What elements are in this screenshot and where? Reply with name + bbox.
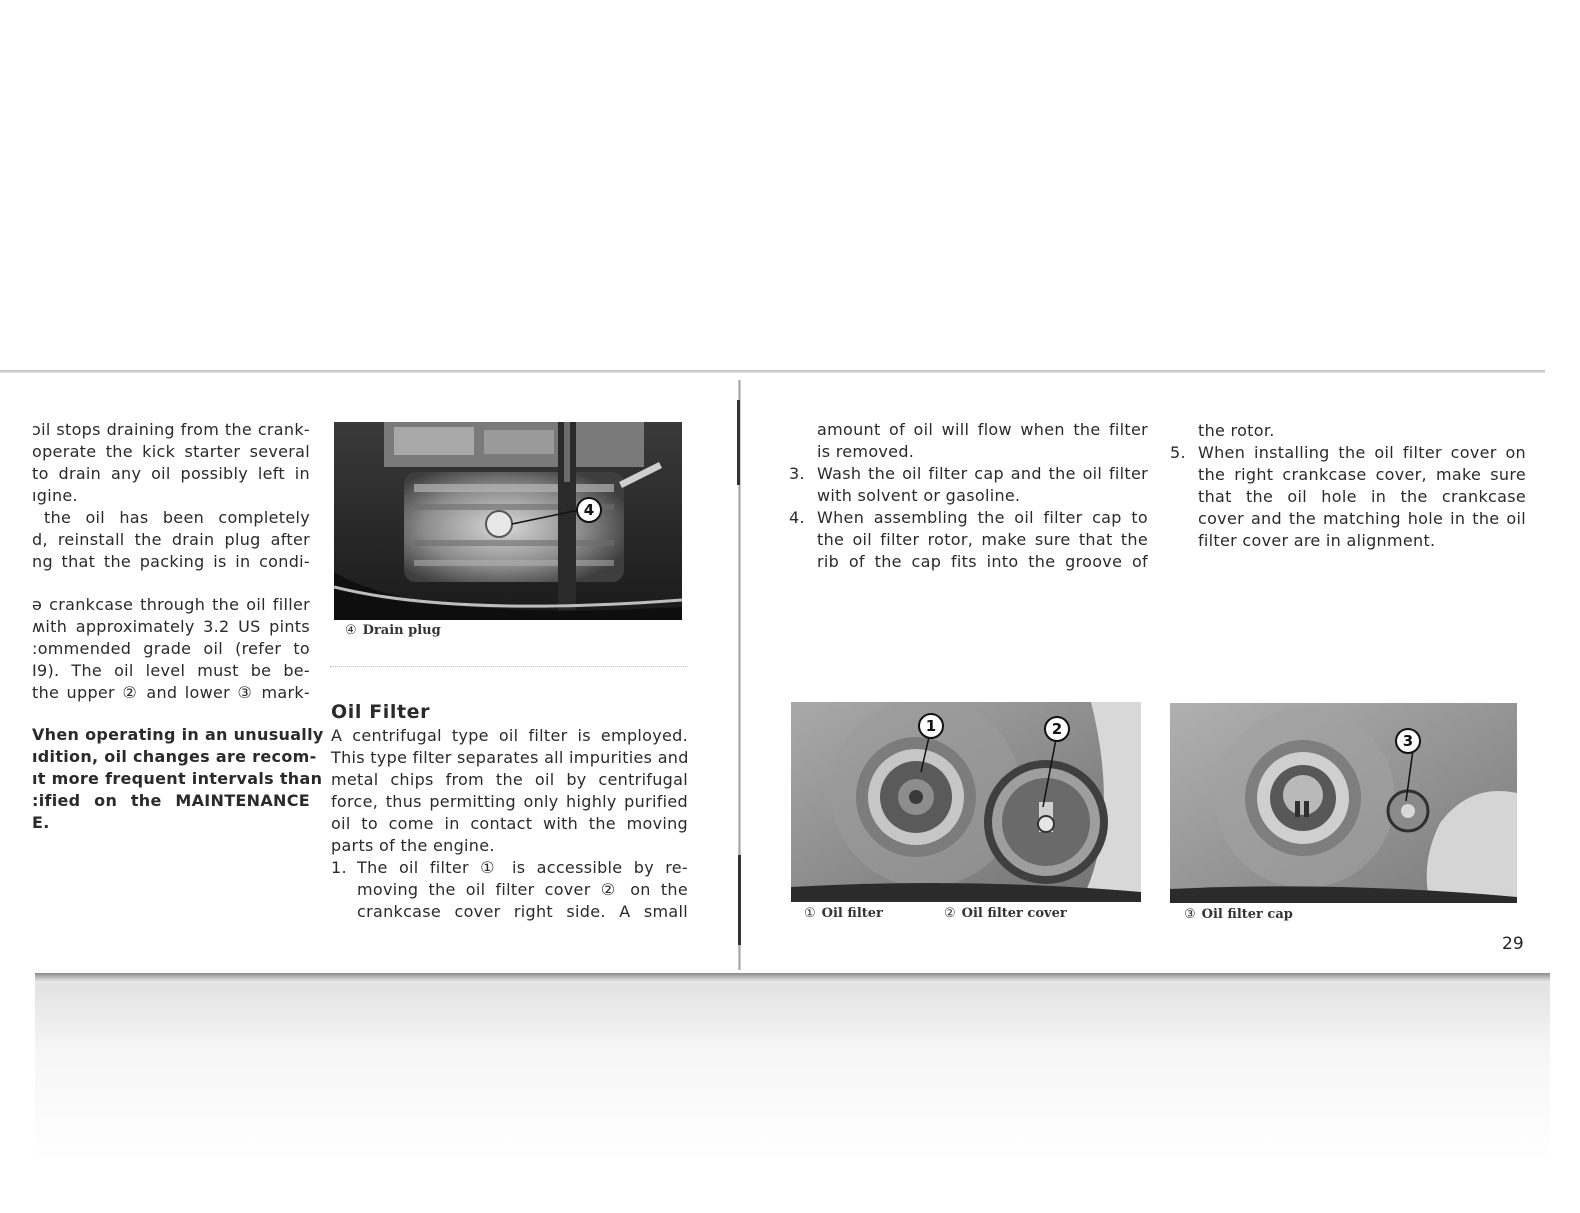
text-line: cover and the matching hole in the oil [1198,509,1526,528]
text-line: ə crankcase through the oil filler [32,595,310,614]
text-line: ıdition, oil changes are recom- [32,747,317,766]
caption-number: ② [944,906,956,921]
text-line: crankcase cover right side. A small [357,902,688,921]
text-line: that the oil hole in the crankcase [1198,487,1526,506]
text-line: is removed. [817,442,915,461]
text-line: oil to come in contact with the moving [331,814,688,833]
text-line: ıt more frequent intervals than [32,769,323,788]
page-number: 29 [1502,934,1524,954]
caption-text: Drain plug [362,623,441,638]
text-line: :ommended grade oil (refer to [32,639,310,658]
oil-filter-cover-caption [944,906,1067,921]
callout-1: 1 [918,713,944,739]
text-line: The oil filter ① is accessible by re- [357,858,688,877]
text-line: :ified on the MAINTENANCE [32,791,310,810]
right-col2-continuation: the rotor. [1198,421,1275,440]
text-line: ɔil stops draining from the crank- [32,420,310,439]
text-line: amount of oil will flow when the filter [817,420,1148,439]
text-line: parts of the engine. [331,836,495,855]
text-line: the upper ② and lower ③ mark- [32,683,310,702]
text-line: to drain any oil possibly left in [32,464,310,483]
page-bottom-shadow [35,983,1550,1208]
oil-filter-intro [331,725,688,857]
oil-filter-photo [791,702,1141,902]
caption-number: ③ [1184,907,1196,922]
left-column-note [32,724,324,834]
step-5-text [1198,442,1526,552]
text-line: ıgine. [32,486,78,505]
text-line: force, thus permitting only highly purified [331,792,688,811]
text-line: This type filter separates all impurities and [331,748,689,767]
page-bottom-edge [35,973,1550,983]
step-1-text [357,857,688,923]
callout-4: 4 [576,497,602,523]
caption-text: Oil filter cover [961,906,1067,921]
text-line: rib of the cap fits into the groove of [817,552,1148,571]
oil-filter-caption [804,906,883,921]
text-line: the oil filter rotor, make sure that the [817,530,1148,549]
drain-plug-caption [345,623,441,638]
callout-3: 3 [1395,728,1421,754]
dotted-divider [330,666,688,667]
step-1-number: 1. [331,858,347,877]
text-line: d, reinstall the drain plug after [32,530,310,549]
text-line: ʍith approximately 3.2 US pints [32,617,310,636]
oil-filter-cap-photo [1170,703,1517,903]
gutter-shadow [737,400,740,485]
oil-filter-heading: Oil Filter [331,701,431,723]
text-line: ng that the packing is in condi- [32,552,310,571]
text-line: E. [32,813,50,832]
step-3-number: 3. [789,464,805,483]
text-line: I9). The oil level must be be- [32,661,310,680]
caption-text: Oil filter cap [1201,907,1293,922]
text-line: When installing the oil filter cover on [1198,443,1526,462]
gutter-shadow [738,855,741,945]
oil-filter-cap-caption [1184,907,1293,922]
text-line: A centrifugal type oil filter is employed. [331,726,688,745]
callout-2: 2 [1044,716,1070,742]
text-line: the oil has been completely [44,508,310,527]
step-4-text [817,507,1148,573]
text-line: Vhen operating in an unusually [32,725,324,744]
text-line: When assembling the oil filter cap to [817,508,1148,527]
text-line: moving the oil filter cover ② on the [357,880,688,899]
left-column-para-3 [32,594,310,704]
right-col1-continuation [817,419,1148,463]
text-line: metal chips from the oil by centrifugal [331,770,688,789]
step-4-number: 4. [789,508,805,527]
left-column-para-2 [32,507,310,573]
step-3-text [817,463,1148,507]
page-top-edge [0,370,1545,373]
text-line: the right crankcase cover, make sure [1198,465,1526,484]
text-line: operate the kick starter several [32,442,310,461]
text-line: Wash the oil filter cap and the oil filter [817,464,1148,483]
caption-text: Oil filter [821,906,883,921]
drain-plug-photo [334,422,682,620]
caption-number: ④ [345,623,357,638]
text-line: filter cover are in alignment. [1198,531,1436,550]
text-line: with solvent or gasoline. [817,486,1021,505]
left-column-para-1 [32,419,310,507]
step-5-number: 5. [1170,443,1186,462]
caption-number: ① [804,906,816,921]
